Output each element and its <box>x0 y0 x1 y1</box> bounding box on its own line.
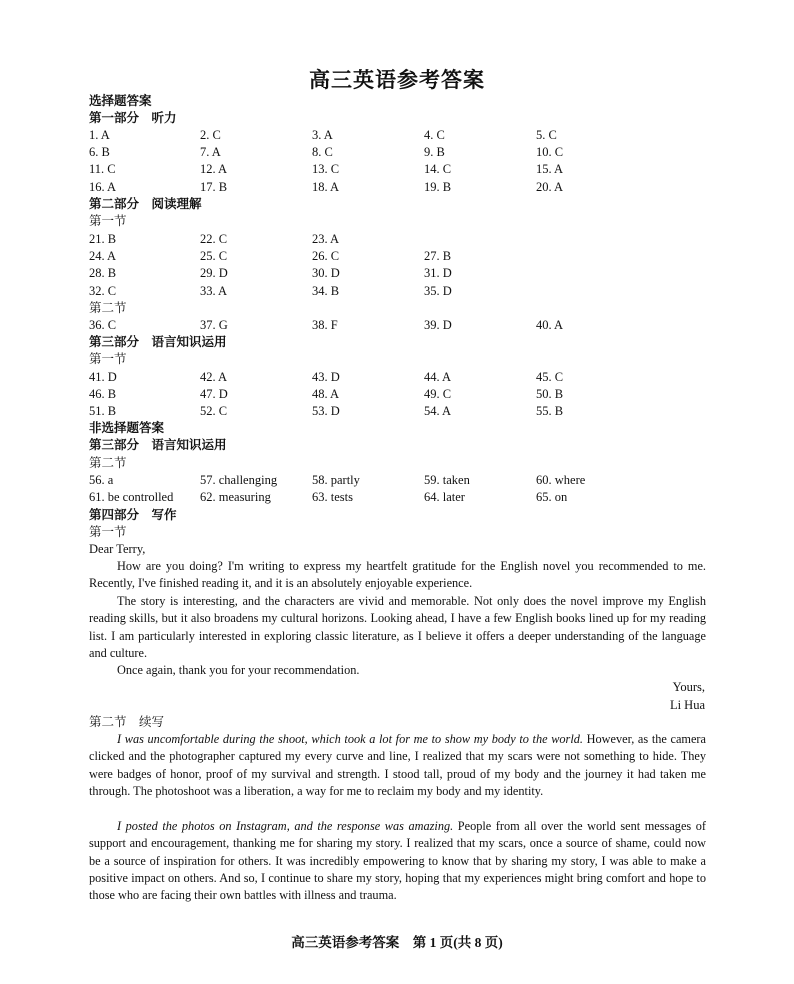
answer-cell: 63. tests <box>312 490 353 505</box>
letter-paragraph-2: The story is interesting, and the characters are vivid and memorable. Not only does the novel improve my English reading skills, but it also broadens my cultural horizons. Looking ahead, I have a few English books lined up for my reading list. I am particularly interested in exploring classic literature, as I believe it offers a deeper understanding of the language and culture. <box>89 594 706 660</box>
answer-cell: 15. A <box>536 162 564 177</box>
answer-row <box>89 127 649 144</box>
answer-cell: 3. A <box>312 128 333 142</box>
part3b-grid <box>89 472 649 506</box>
answer-cell: 52. C <box>200 404 228 419</box>
part3-section1-label: 第一节 <box>89 352 127 366</box>
answer-row <box>89 489 649 506</box>
answer-cell: 12. A <box>200 162 228 177</box>
non-choice-heading: 非选择题答案 <box>89 421 165 435</box>
part1-heading: 第一部分 听力 <box>89 111 177 125</box>
answer-cell: 25. C <box>200 249 228 264</box>
answer-cell: 7. A <box>200 145 221 160</box>
answer-cell: 39. D <box>424 318 452 332</box>
answer-cell: 59. taken <box>424 473 470 487</box>
answer-cell: 17. B <box>200 179 228 194</box>
part1-grid <box>89 127 649 196</box>
answer-cell: 20. A <box>536 179 564 194</box>
answer-cell: 27. B <box>424 249 452 264</box>
answer-cell: 8. C <box>312 145 333 160</box>
letter-paragraph-3: Once again, thank you for your recommendation. <box>117 663 360 677</box>
part2-section2-label: 第二节 <box>89 301 127 315</box>
answer-cell: 35. D <box>424 283 452 298</box>
answer-cell: 23. A <box>312 232 340 246</box>
part3-grid <box>89 369 649 421</box>
answer-cell: 31. D <box>424 266 452 281</box>
answer-row <box>89 265 649 282</box>
answer-cell: 38. F <box>312 318 338 332</box>
answer-cell: 9. B <box>424 145 445 160</box>
answer-cell: 19. B <box>424 179 452 194</box>
answer-cell: 41. D <box>89 370 117 384</box>
answer-cell: 11. C <box>89 162 116 177</box>
answer-cell: 53. D <box>312 404 340 419</box>
answer-row <box>89 283 649 300</box>
page-footer: 高三英语参考答案 第 1 页(共 8 页) <box>291 935 503 950</box>
answer-cell: 22. C <box>200 232 228 246</box>
answer-cell: 48. A <box>312 387 340 402</box>
letter-closing: Yours, <box>672 680 705 694</box>
answer-cell: 4. C <box>424 128 445 142</box>
letter-greeting: Dear Terry, <box>89 542 146 556</box>
choice-heading: 选择题答案 <box>89 94 152 108</box>
answer-cell: 6. B <box>89 145 110 160</box>
answer-cell: 47. D <box>200 387 228 402</box>
part2-section1-grid <box>89 231 649 300</box>
answer-row <box>89 144 649 161</box>
part2-section1-label: 第一节 <box>89 214 127 228</box>
answer-cell: 62. measuring <box>200 490 271 505</box>
continuation-paragraph-1 <box>89 731 706 800</box>
answer-row <box>89 248 649 265</box>
answer-cell: 45. C <box>536 370 564 384</box>
answer-cell: 54. A <box>424 404 452 419</box>
answer-cell: 42. A <box>200 370 228 384</box>
answer-cell: 37. G <box>200 318 228 332</box>
part4-section1-label: 第一节 <box>89 525 127 539</box>
continuation-p2-rest: People from all over the world sent messages of support and encouragement, thanking me for sharing my story. I realized that my scars, once a source of shame, could now be a source of inspiration for others. It was incredibly empowering to know that by sharing my story, I was able to make a positive impact on others. And so, I continue to share my story, hoping that my experiences might bring comfort and hope to those who are facing their own battles with illness and trauma. <box>89 819 706 903</box>
answer-cell: 28. B <box>89 266 117 281</box>
answer-cell: 43. D <box>312 370 340 384</box>
answer-cell: 30. D <box>312 266 340 281</box>
answer-cell: 57. challenging <box>200 473 278 487</box>
answer-cell: 64. later <box>424 490 465 505</box>
continuation-p1-lead: I was uncomfortable during the shoot, which took a lot for me to show my body to the world. <box>117 732 583 746</box>
answer-cell: 40. A <box>536 318 564 332</box>
letter-paragraph-1: How are you doing? I'm writing to express my heartfelt gratitude for the English novel you recommended to me. Recently, I've finished reading it, and it is an absolutely enjoyable experience. <box>89 559 706 591</box>
answer-cell: 65. on <box>536 490 568 505</box>
page-title: 高三英语参考答案 <box>309 68 485 92</box>
part2-section2-grid <box>89 317 649 334</box>
part3b-section2-label: 第二节 <box>89 456 127 470</box>
answer-cell: 16. A <box>89 179 117 194</box>
answer-cell: 33. A <box>200 283 228 298</box>
letter-signature: Li Hua <box>669 698 705 712</box>
answer-cell: 51. B <box>89 404 117 419</box>
answer-cell: 58. partly <box>312 473 360 487</box>
answer-row <box>89 472 649 489</box>
part4-heading: 第四部分 写作 <box>89 508 177 522</box>
answer-cell: 61. be controlled <box>89 490 174 505</box>
answer-cell: 44. A <box>424 370 452 384</box>
continuation-p2-lead: I posted the photos on Instagram, and the response was amazing. <box>117 819 454 833</box>
answer-cell: 29. D <box>200 266 228 281</box>
answer-cell: 36. C <box>89 318 117 332</box>
answer-cell: 21. B <box>89 232 117 246</box>
answer-row <box>89 386 649 403</box>
answer-cell: 5. C <box>536 128 557 142</box>
answer-cell: 10. C <box>536 145 564 160</box>
part3b-heading: 第三部分 语言知识运用 <box>89 438 227 452</box>
answer-cell: 24. A <box>89 249 117 264</box>
answer-row <box>89 369 649 386</box>
answer-cell: 2. C <box>200 128 221 142</box>
answer-cell: 32. C <box>89 283 117 298</box>
answer-row <box>89 179 649 196</box>
answer-cell: 13. C <box>312 162 340 177</box>
answer-cell: 34. B <box>312 283 340 298</box>
part2-heading: 第二部分 阅读理解 <box>89 197 202 211</box>
answer-row <box>89 231 649 248</box>
answer-cell: 26. C <box>312 249 340 264</box>
part4-section2-label: 第二节 续写 <box>89 715 165 729</box>
continuation-paragraph-2 <box>89 818 706 904</box>
continuation-p1-rest: However, as the camera clicked and the photographer captured my every curve and line, I realized that my scars were not something to hide. They were badges of honor, proof of my survival and strength. I stood tall, proud of my body and the journey it had taken me through. The photoshoot was a liberation, a way for me to reclaim my body and my identity. <box>89 732 706 798</box>
answer-cell: 55. B <box>536 404 564 419</box>
answer-cell: 46. B <box>89 387 117 402</box>
answer-row <box>89 161 649 178</box>
answer-row <box>89 317 649 334</box>
answer-cell: 1. A <box>89 128 110 142</box>
answer-cell: 56. a <box>89 473 114 487</box>
part3-heading: 第三部分 语言知识运用 <box>89 335 227 349</box>
answer-cell: 49. C <box>424 387 452 402</box>
answer-row <box>89 403 649 420</box>
answer-cell: 60. where <box>536 473 586 487</box>
answer-cell: 14. C <box>424 162 452 177</box>
answer-cell: 50. B <box>536 387 564 402</box>
answer-cell: 18. A <box>312 179 340 194</box>
